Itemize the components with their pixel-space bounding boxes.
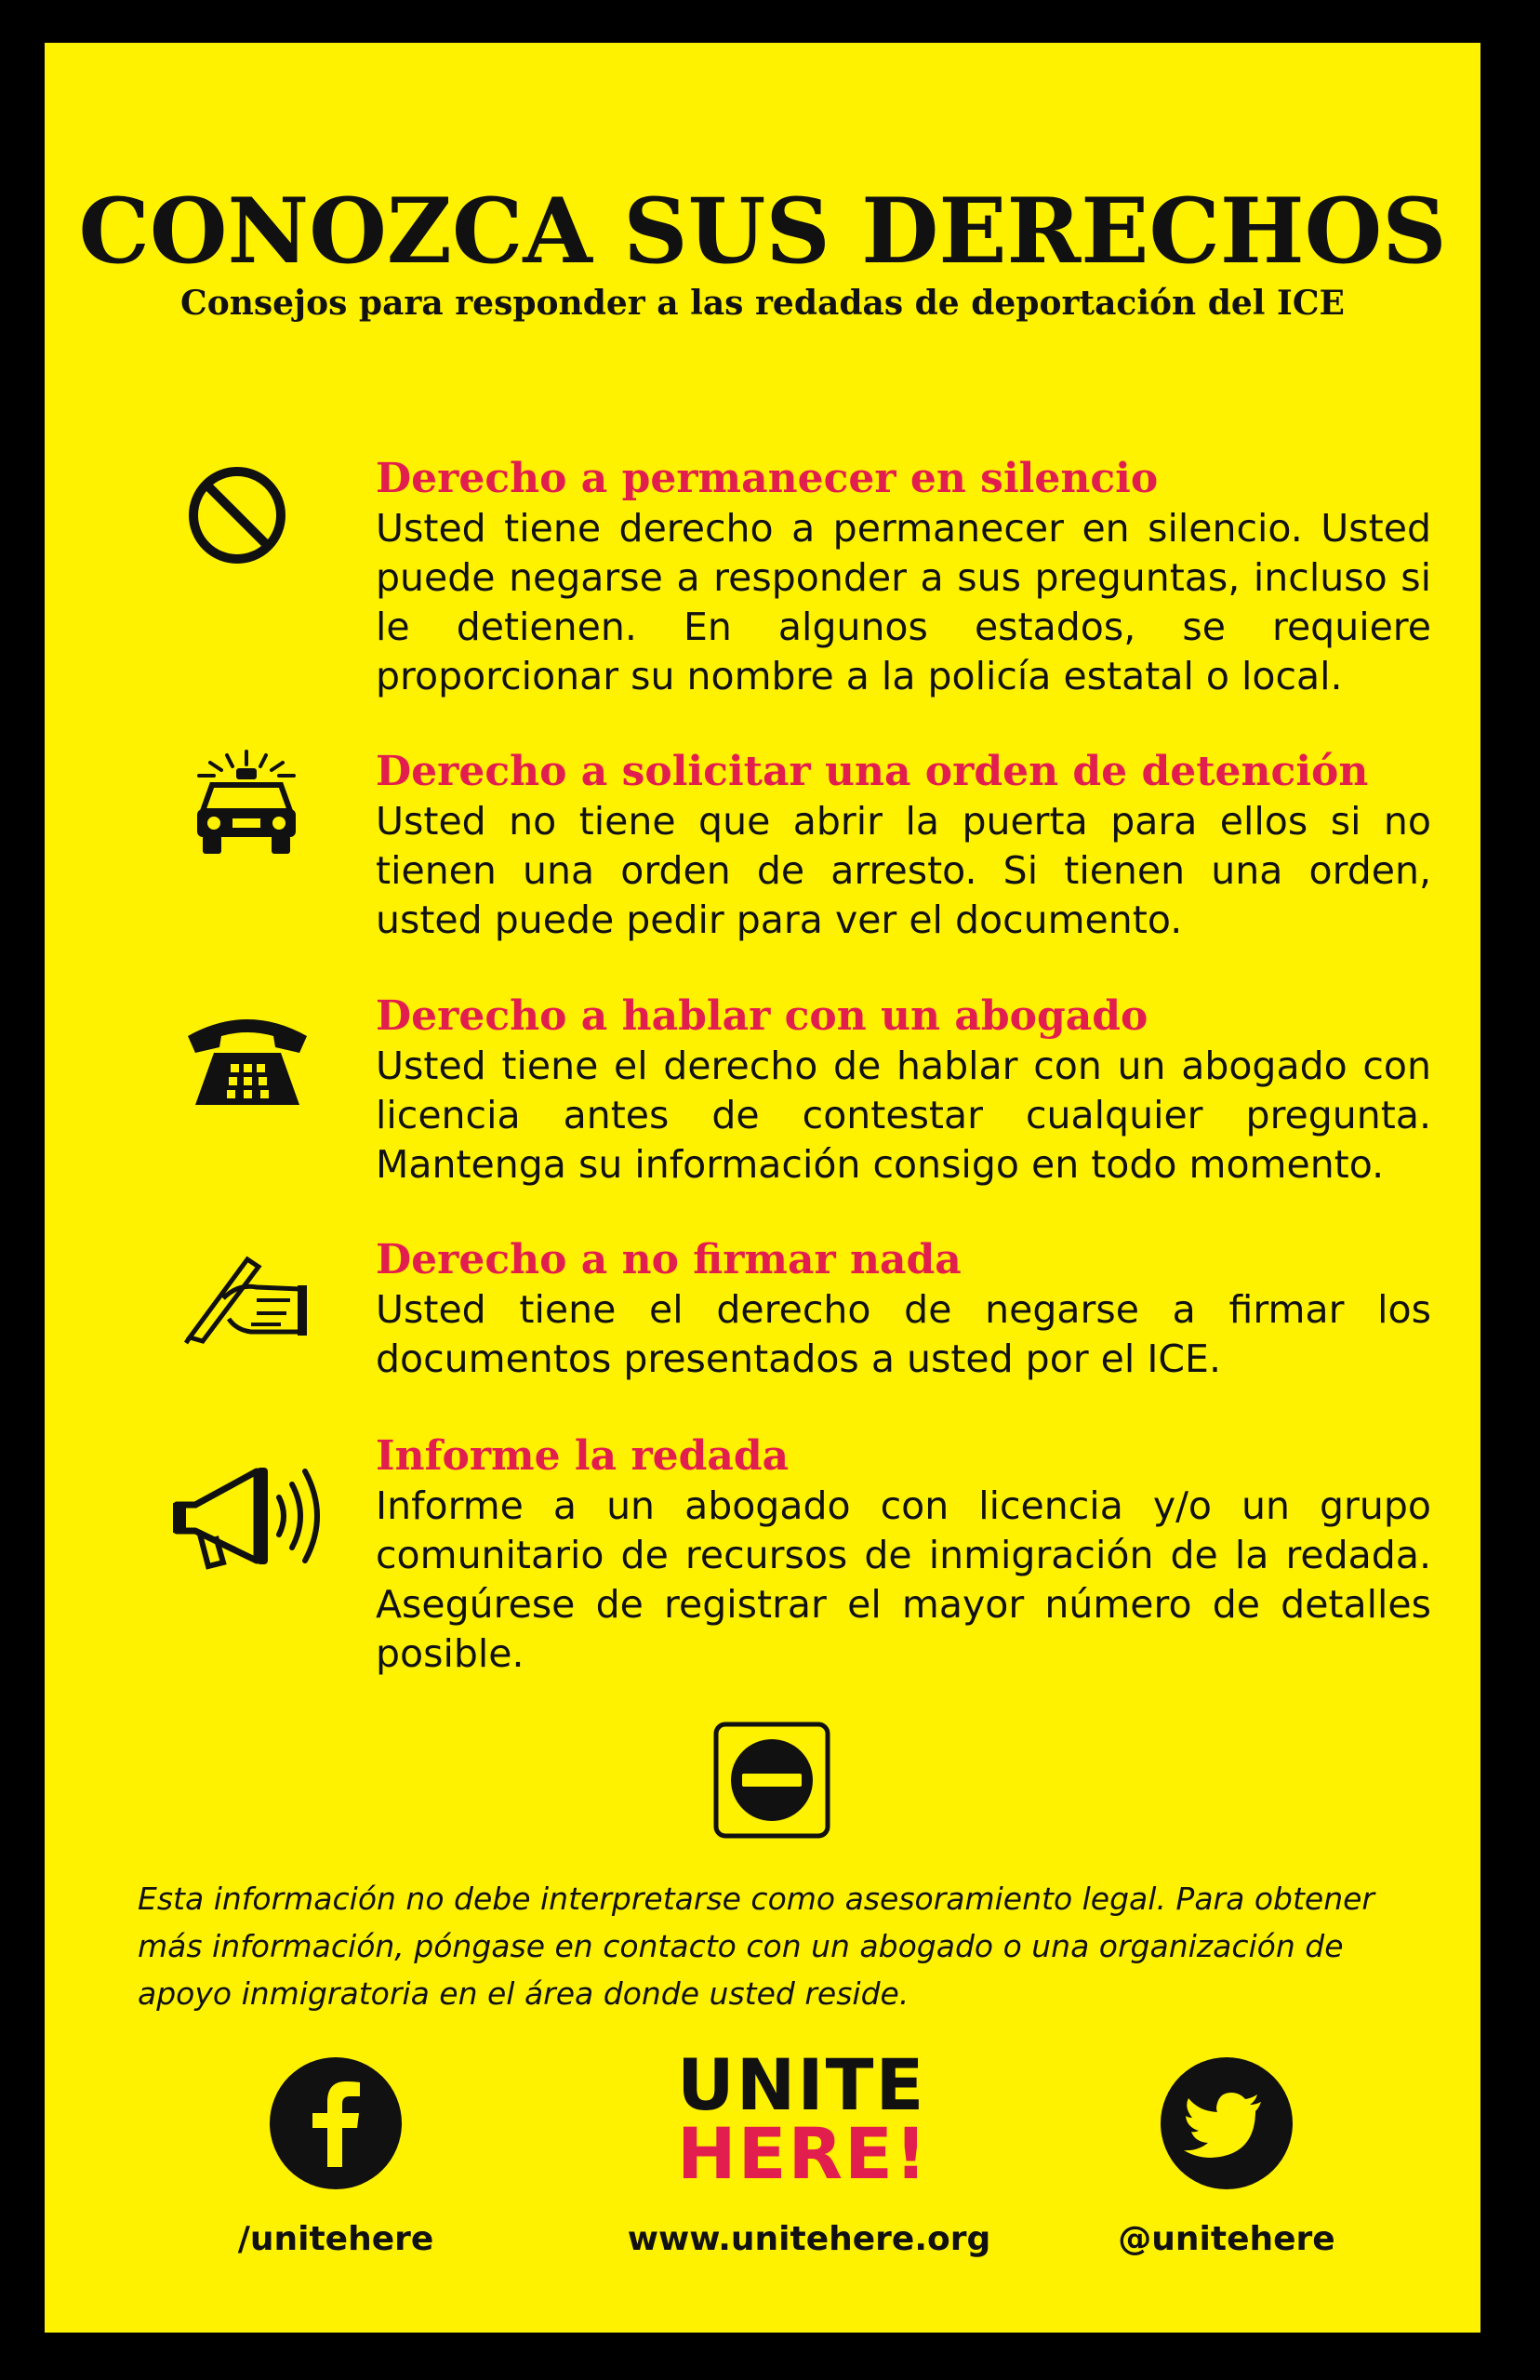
right-body: Usted tiene el derecho de negarse a firmar los documentos presentados a usted por el ICE.: [376, 1287, 1431, 1381]
right-silence: [376, 454, 1431, 701]
right-body: Usted tiene el derecho de hablar con un abogado con licencia antes de contestar cualquier pregunta. Mantenga su información consigo en todo momento.: [376, 1044, 1431, 1187]
right-body: Informe a un abogado con licencia y/o un grupo comunitario de recursos de inmigración de la redada. Asegúrese de registrar el mayor número de detalles posible.: [376, 1483, 1431, 1676]
right-heading: Informe la redada: [376, 1432, 790, 1480]
logo-line-unite: UNITE: [677, 2043, 926, 2126]
stop-sign-icon: [712, 1721, 831, 1840]
right-report: [376, 1431, 1431, 1679]
facebook-icon[interactable]: [270, 2057, 402, 2189]
right-warrant: [376, 747, 1431, 945]
right-heading: Derecho a no firmar nada: [376, 1236, 962, 1283]
website-link[interactable]: www.unitehere.org: [627, 2220, 991, 2258]
pen-hand-icon: [182, 1243, 312, 1345]
prohibited-icon: [186, 464, 288, 566]
right-no-sign: [376, 1235, 1431, 1384]
facebook-handle[interactable]: /unitehere: [237, 2220, 434, 2258]
logo-line-here: HERE!: [677, 2112, 929, 2195]
right-lawyer: [376, 991, 1431, 1190]
page-subtitle: Consejos para responder a las redadas de deportación del ICE: [180, 284, 1345, 323]
flyer-panel: [45, 43, 1480, 2333]
page-title: CONOZCA SUS DERECHOS: [78, 179, 1447, 284]
telephone-icon: [182, 1008, 312, 1110]
megaphone-icon: [167, 1456, 325, 1577]
right-heading: Derecho a hablar con un abogado: [376, 992, 1148, 1040]
legal-disclaimer: Esta información no debe interpretarse como asesoramiento legal. Para obtener más información, póngase en contacto con un abogado o una organización de apoyo inmigratoria en el área donde usted reside.: [138, 1881, 1374, 2012]
right-heading: Derecho a solicitar una orden de detención: [376, 748, 1369, 795]
twitter-handle[interactable]: @unitehere: [1118, 2220, 1335, 2258]
twitter-icon[interactable]: [1161, 2057, 1293, 2189]
right-body: Usted tiene derecho a permanecer en silencio. Usted puede negarse a responder a sus preguntas, incluso si le detienen. En algunos estados, se requiere proporcionar su nombre a la policía estatal o local.: [376, 506, 1431, 698]
right-body: Usted no tiene que abrir la puerta para ellos si no tienen una orden de arresto. Si tienen una orden, usted puede pedir para ver el documento.: [376, 799, 1431, 942]
police-car-icon: [186, 748, 307, 859]
right-heading: Derecho a permanecer en silencio: [376, 455, 1159, 502]
unite-here-logo: [677, 2043, 929, 2199]
